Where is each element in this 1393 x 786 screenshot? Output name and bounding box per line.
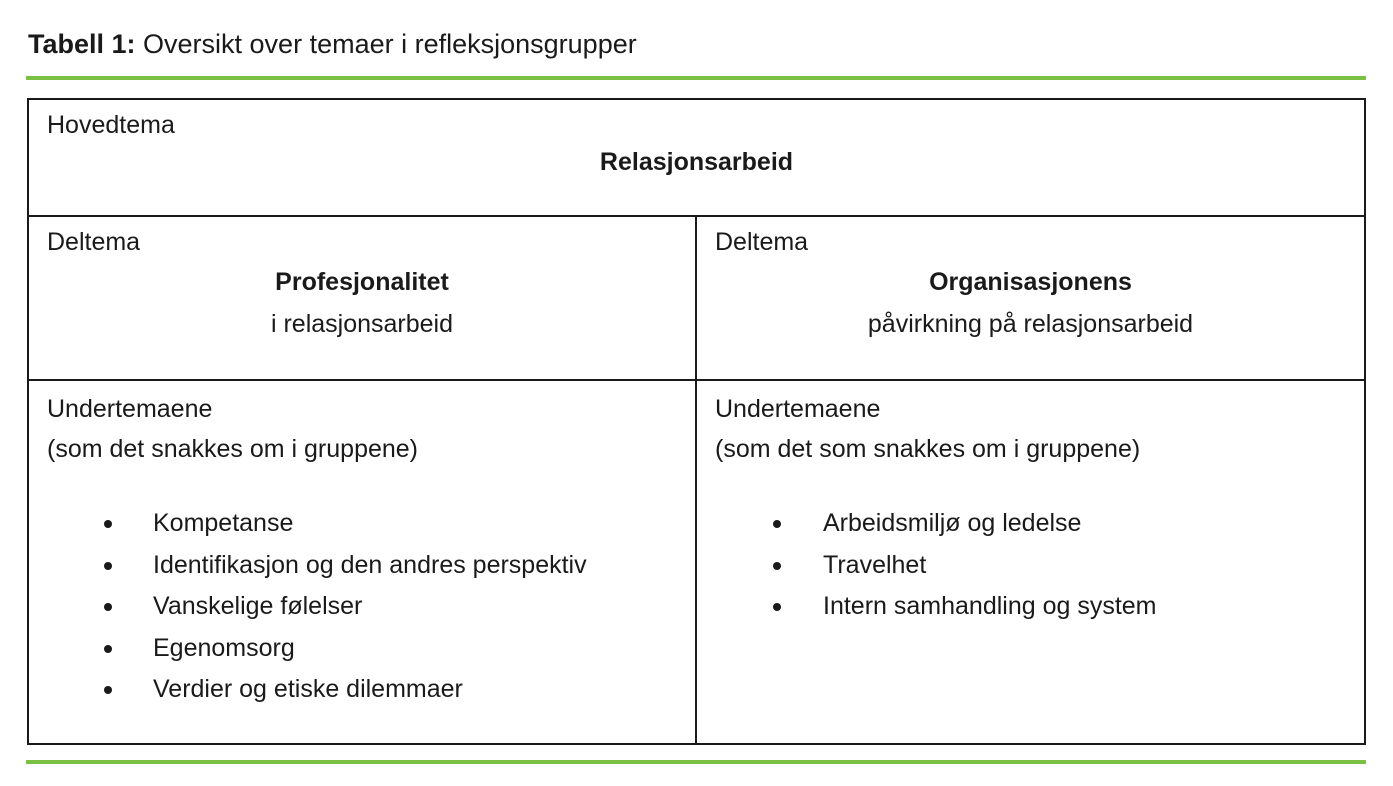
sub-theme-right-cell bbox=[697, 217, 1364, 379]
bullet-icon bbox=[773, 520, 781, 528]
detail-right-cell bbox=[697, 381, 1364, 743]
detail-right-note: (som det som snakkes om i gruppene) bbox=[715, 435, 1141, 463]
list-item-text: Intern samhandling og system bbox=[823, 592, 1157, 620]
sub-theme-left-subheading: i relasjonsarbeid bbox=[270, 310, 454, 338]
sub-theme-left-heading: Profesjonalitet bbox=[275, 268, 449, 296]
bullet-icon bbox=[104, 603, 112, 611]
bullet-icon bbox=[104, 645, 112, 653]
bottom-green-rule bbox=[26, 760, 1366, 764]
main-theme-label: Hovedtema bbox=[47, 111, 175, 139]
detail-right-label: Undertemaene bbox=[715, 395, 881, 423]
sub-theme-left-cell bbox=[29, 217, 697, 379]
list-item-text: Kompetanse bbox=[153, 509, 294, 537]
main-theme-cell bbox=[29, 100, 1364, 215]
sub-theme-right-heading: Organisasjonens bbox=[929, 268, 1132, 296]
detail-left-list bbox=[29, 503, 587, 711]
list-item bbox=[29, 545, 587, 587]
list-item bbox=[29, 669, 587, 711]
list-item bbox=[697, 586, 1157, 628]
list-item-text: Travelhet bbox=[823, 550, 927, 579]
detail-row bbox=[29, 381, 1364, 743]
table-caption bbox=[28, 26, 637, 62]
list-item-text: Vanskelige følelser bbox=[153, 592, 363, 620]
bullet-icon bbox=[773, 603, 781, 611]
bullet-icon bbox=[104, 520, 112, 528]
themes-table bbox=[27, 98, 1366, 745]
list-item-text: Egenomsorg bbox=[153, 633, 295, 662]
list-item bbox=[697, 545, 1157, 587]
detail-left-label: Undertemaene bbox=[47, 395, 213, 423]
detail-right-intro bbox=[715, 389, 1140, 469]
main-theme-title: Relasjonsarbeid bbox=[599, 148, 794, 176]
list-item-text: Arbeidsmiljø og ledelse bbox=[823, 509, 1082, 537]
detail-left-intro bbox=[47, 389, 418, 469]
caption-label: Tabell 1: bbox=[28, 29, 136, 59]
detail-left-note: (som det snakkes om i gruppene) bbox=[47, 435, 419, 463]
sub-theme-right-subheading: påvirkning på relasjonsarbeid bbox=[867, 310, 1194, 338]
top-green-rule bbox=[26, 76, 1366, 80]
list-item bbox=[29, 628, 587, 670]
list-item-text: Verdier og etiske dilemmaer bbox=[153, 675, 463, 703]
list-item bbox=[29, 586, 587, 628]
detail-right-list bbox=[697, 503, 1157, 628]
sub-theme-row bbox=[29, 217, 1364, 381]
list-item bbox=[697, 503, 1157, 545]
main-theme-row bbox=[29, 100, 1364, 217]
bullet-icon bbox=[104, 562, 112, 570]
bullet-icon bbox=[104, 686, 112, 694]
bullet-icon bbox=[773, 562, 781, 570]
list-item-text: Identifikasjon og den andres perspektiv bbox=[153, 550, 587, 579]
sub-theme-left-label: Deltema bbox=[47, 228, 141, 256]
sub-theme-right-label: Deltema bbox=[715, 228, 809, 256]
caption-text: Oversikt over temaer i refleksjonsgrupper bbox=[135, 29, 637, 59]
detail-left-cell bbox=[29, 381, 697, 743]
list-item bbox=[29, 503, 587, 545]
